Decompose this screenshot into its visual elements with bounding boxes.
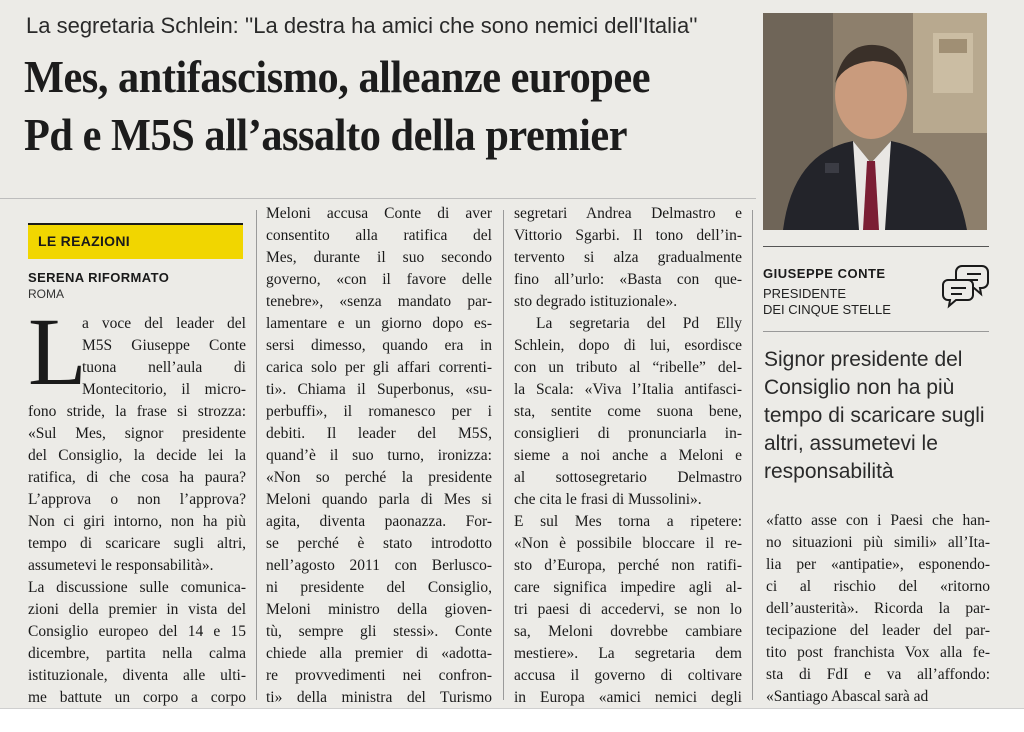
text-line: la Scala: «Viva l’Italia antifasci- xyxy=(514,381,742,398)
text-line: sta di FdI e va all’affondo: xyxy=(766,666,990,683)
text-line: tri paesi di accedervi, se non lo xyxy=(514,601,742,618)
text-column-2 xyxy=(266,203,492,731)
text-line: dell’austerità». Ricorda la par- xyxy=(766,600,990,617)
text-line: sieme a noi anche a Meloni e xyxy=(514,447,742,464)
text-line: Schlein, dopo di lui, esordisce xyxy=(514,337,742,354)
text-line: sto d’Europa, perché non ratifi- xyxy=(514,557,742,574)
text-line: se perché è stato introdotto xyxy=(266,535,492,552)
text-line: ratifica, di che cosa ha paura? xyxy=(28,469,246,486)
text-line: Meloni accusa Conte di aver xyxy=(266,205,492,222)
article-headline xyxy=(24,48,696,164)
text-line: sa, Meloni dovrebbe cambiare xyxy=(514,623,742,640)
text-line: ni presidente del Consiglio, xyxy=(266,579,492,596)
aside-rule-lower xyxy=(763,331,989,332)
text-line: segretari Andrea Delmastro e xyxy=(514,205,742,222)
aside-rule xyxy=(763,246,989,247)
text-line: «fatto asse con i Paesi che han- xyxy=(766,512,990,529)
role-line-2: DEI CINQUE STELLE xyxy=(763,302,891,317)
top-separator xyxy=(0,198,756,199)
text-line: care significa impedire agli al- xyxy=(514,579,742,596)
text-line: del Consiglio, la decide lei la xyxy=(28,447,246,464)
text-line: tempo di scaricare sugli altri, xyxy=(28,535,246,552)
text-line: M5S Giuseppe Conte xyxy=(82,337,246,354)
text-line: «Santiago Abascal sarà ad xyxy=(766,688,929,705)
text-line: agita, diventa paonazza. For- xyxy=(266,513,492,530)
headline-line-2: Pd e M5S all’assalto della premier xyxy=(24,109,628,160)
text-line: consentito alla ratifica del xyxy=(266,227,492,244)
column-divider xyxy=(256,210,257,700)
text-line: ti». Chiama il Superbonus, «su- xyxy=(266,381,492,398)
article-kicker: La segretaria Schlein: ''La destra ha amici che sono nemici dell'Italia'' xyxy=(26,13,698,38)
text-line: ti» della ministra del Turismo xyxy=(266,689,492,706)
text-line: assumetevi le responsabilità». xyxy=(28,557,214,574)
text-line: perbuffi», il romanesco per i xyxy=(266,403,492,420)
headline-line-1: Mes, antifascismo, alleanze europee xyxy=(24,51,651,102)
text-line: «Sul Mes, signor presidente xyxy=(28,425,246,442)
text-line: chiede alla premier di «adotta- xyxy=(266,645,492,662)
drop-cap: L xyxy=(28,298,87,405)
text-line: «Non so perché la presidente xyxy=(266,469,492,486)
text-line: lia per «antipatie», esponendo- xyxy=(766,556,990,573)
text-line: lamentare e un giorno dopo es- xyxy=(266,315,492,332)
text-line: istituzionale, diventa alle ulti- xyxy=(28,667,246,684)
text-column-3 xyxy=(514,203,742,731)
text-line: no situazioni più simili» all’Ita- xyxy=(766,534,990,551)
text-line: ci al rischio del «ritorno xyxy=(766,578,990,595)
text-line: tenebre», «senza mandato par- xyxy=(266,293,492,310)
text-line: tuona nell’aula di xyxy=(82,359,246,376)
role-line-1: PRESIDENTE xyxy=(763,286,847,301)
pull-quote: Signor presidente del Consiglio non ha più tempo di scaricare sugli altri, assumetevi le responsabilità xyxy=(764,348,985,483)
text-column-4 xyxy=(766,510,990,708)
portrait-illustration xyxy=(763,13,987,230)
bottom-band xyxy=(0,709,1024,732)
text-line: E sul Mes torna a ripetere: xyxy=(514,513,742,530)
text-line: Vittorio Sgarbi. Il tono dell’in- xyxy=(514,227,742,244)
text-line: sta, sentite come suona bene, xyxy=(514,403,742,420)
text-line: zioni della premier in vista del xyxy=(28,601,246,618)
column-divider xyxy=(752,210,753,700)
text-line: debiti. Il leader del M5S, xyxy=(266,425,492,442)
text-line: Meloni quando parla di Mes si xyxy=(266,491,492,508)
text-line: sto degrado istituzionale». xyxy=(514,293,678,310)
text-line: Meloni ministro della gioven- xyxy=(266,601,492,618)
text-line: Non ci giri intorno, non ha più xyxy=(28,513,246,530)
text-line: fono stride, la frase si strozza: xyxy=(28,403,246,420)
text-line: Montecitorio, il micro- xyxy=(82,381,246,398)
text-line: sersi dimesso, quando era in xyxy=(266,337,492,354)
quoted-person-role xyxy=(763,286,923,318)
text-line: carica solo per gli affari correnti- xyxy=(266,359,492,376)
text-line: tito post franchista Vox alla fe- xyxy=(766,644,990,661)
text-column-1 xyxy=(28,298,246,731)
text-line: accusa il governo di coltivare xyxy=(514,667,742,684)
text-line: nell’agosto 2011 con Berlusco- xyxy=(266,557,492,574)
text-line: quand’è il suo turno, ironizza: xyxy=(266,447,492,464)
text-line: «Non è possibile bloccare il re- xyxy=(514,535,742,552)
text-line: La discussione sulle comunica- xyxy=(28,579,246,596)
text-line: tecipazione del leader del par- xyxy=(766,622,990,639)
text-line: dicembre, partita nella calma xyxy=(28,645,246,662)
text-line: a voce del leader del xyxy=(82,315,246,332)
text-line: re provvedimenti nei confron- xyxy=(266,667,492,684)
text-line: La segretaria del Pd Elly xyxy=(536,315,742,332)
text-line: tervento si alza gradualmente xyxy=(514,249,742,266)
section-tag: LE REAZIONI xyxy=(28,223,243,259)
text-line: fino all’urlo: «Basta con que- xyxy=(514,271,742,288)
text-line: che cita le frasi di Mussolini». xyxy=(514,491,702,508)
portrait-photo xyxy=(763,13,987,230)
text-line: in Europa «amici nemici degli xyxy=(514,689,742,706)
text-line: Consiglio europeo del 14 e 15 xyxy=(28,623,246,640)
author-byline: SERENA RIFORMATO xyxy=(28,270,170,285)
text-line: me battute un corpo a corpo xyxy=(28,689,246,706)
dateline-city: ROMA xyxy=(28,287,64,301)
text-line: mestiere». La segretaria dem xyxy=(514,645,742,662)
speech-bubbles-icon xyxy=(942,262,990,310)
text-line: Mes, durante il suo secondo xyxy=(266,249,492,266)
column-divider xyxy=(503,210,504,700)
quoted-person-name: GIUSEPPE CONTE xyxy=(763,266,886,281)
text-line: governo, «con il favore delle xyxy=(266,271,492,288)
text-line: L’approva o non l’approva? xyxy=(28,491,246,508)
text-line: al sottosegretario Delmastro xyxy=(514,469,742,486)
text-line: con un tributo al “ribelle” del- xyxy=(514,359,742,376)
text-line: consiglieri di pronunciarla in- xyxy=(514,425,742,442)
text-line: tù, sempre gli stessi». Conte xyxy=(266,623,492,640)
